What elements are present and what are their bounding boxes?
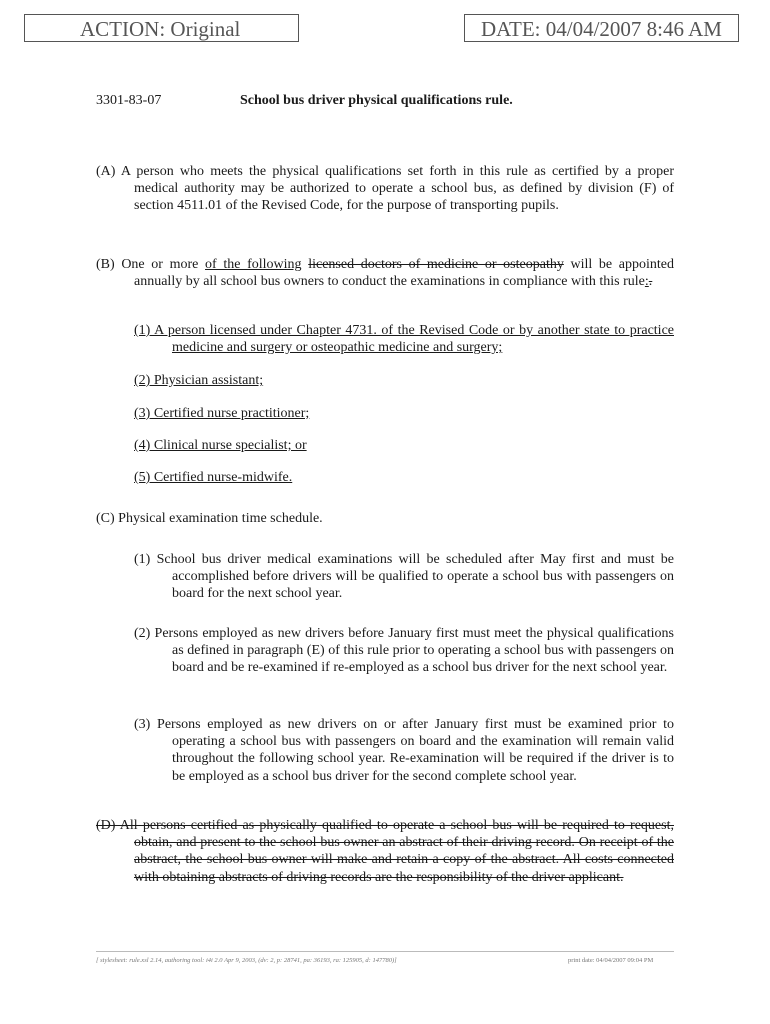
date-header-box bbox=[464, 14, 739, 42]
paragraph-b-deleted-punct: . bbox=[648, 274, 653, 290]
paragraph-d-deleted: (D) All persons certified as physically qualified to operate a school bus will be required to request, obtain, and present to the school bus owner an abstract of their driving record. On receipt of the abstract, the school bus owner will make and retain a copy of the abstract. All costs connected with obtaining abstracts of driving records are the responsibility of the driver applicant. bbox=[96, 818, 674, 885]
action-header-box bbox=[24, 14, 299, 42]
paragraph-c-2: (2) Persons employed as new drivers before January first must meet the physical qualifications as defined in paragraph (E) of this rule prior to operating a school bus with passengers on board and be re-examined if re-employed as a school bus driver for the next school year. bbox=[134, 626, 674, 676]
paragraph-c-3: (3) Persons employed as new drivers on or after January first must be examined prior to operating a school bus with passengers on board and the examination will remain valid throughout the following school year. Re-examination will be required if the driver is to be employed as a school bus driver for the second complete school year. bbox=[134, 717, 674, 784]
paragraph-b-item-5: (5) Certified nurse-midwife. bbox=[134, 470, 293, 485]
action-label: ACTION: Original bbox=[80, 17, 241, 41]
paragraph-b-item-1: (1) A person licensed under Chapter 4731. of the Revised Code or by another state to practice medicine and surgery or osteopathic medicine and surgery; bbox=[134, 323, 674, 356]
rule-title: School bus driver physical qualifications rule. bbox=[240, 93, 513, 108]
paragraph-b-inserted-punct: : bbox=[644, 274, 649, 290]
paragraph-b-item-2: (2) Physician assistant; bbox=[134, 373, 264, 388]
paragraph-b-inserted-text: of the following bbox=[205, 257, 302, 272]
paragraph-b-item-4: (4) Clinical nurse specialist; or bbox=[134, 438, 307, 453]
paragraph-c-1: (1) School bus driver medical examinations will be scheduled after May first and must be accomplished before drivers will be qualified to operate a school bus with passengers on board for the next school year. bbox=[134, 552, 674, 602]
paragraph-a: (A) A person who meets the physical qualifications set forth in this rule as certified by a proper medical authority may be authorized to operate a school bus, as defined by division (F) of section 4511.01 of the Revised Code, for the purpose of transporting pupils. bbox=[96, 164, 674, 214]
paragraph-b-deleted-text: licensed doctors of medicine or osteopathy bbox=[308, 257, 564, 272]
footer-print-date: print date: 04/04/2007 09:04 PM bbox=[568, 957, 654, 964]
footer-divider bbox=[96, 951, 674, 952]
date-label: DATE: 04/04/2007 8:46 AM bbox=[481, 17, 722, 41]
rule-number: 3301-83-07 bbox=[96, 93, 162, 108]
paragraph-c: (C) Physical examination time schedule. bbox=[96, 511, 323, 526]
paragraph-b bbox=[96, 256, 674, 290]
paragraph-b-item-3: (3) Certified nurse practitioner; bbox=[134, 406, 310, 421]
footer-stylesheet-info: [ stylesheet: rule.xsl 2.14, authoring tool: i4i 2.0 Apr 9, 2003, (dv: 2, p: 28741, pa: 36193, ra: 125905, d: 147780)] bbox=[96, 957, 397, 964]
paragraph-b-lead: (B) One or more bbox=[96, 257, 206, 272]
paragraph-b-rest: will be appointed annually by all school bus owners to conduct the examinations in compliance with this rule bbox=[134, 257, 675, 290]
